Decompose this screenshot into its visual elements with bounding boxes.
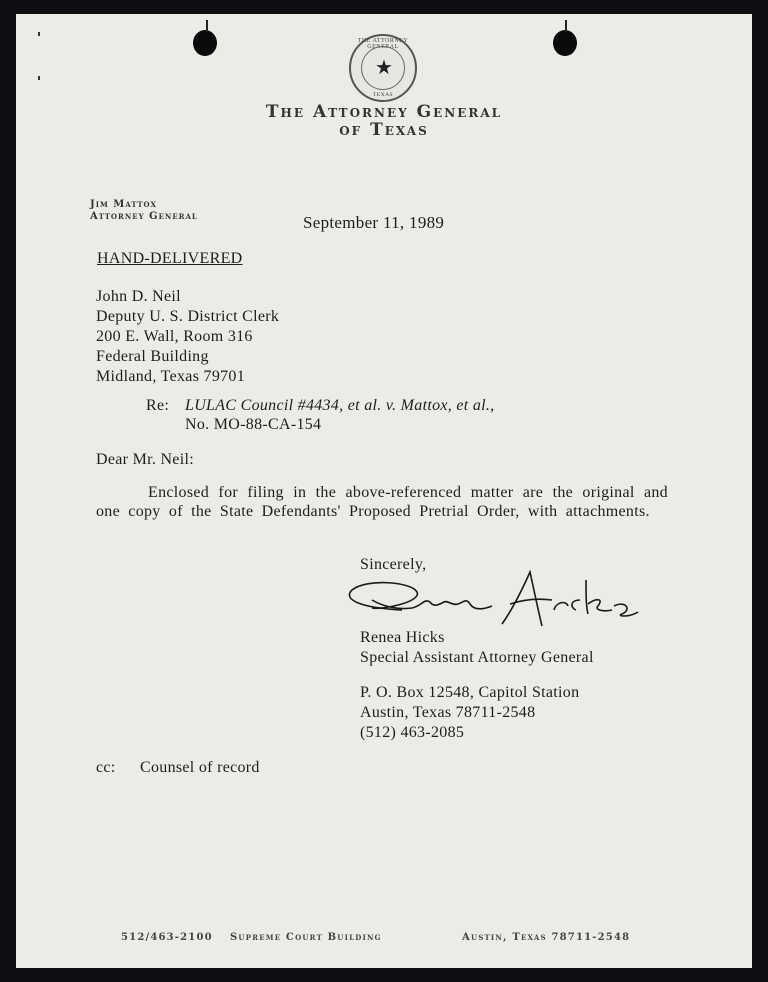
sender-name: Jim Mattox [90,199,157,210]
star-icon: ★ [375,57,393,79]
delivery-method: HAND-DELIVERED [97,250,243,267]
re-case-title: LULAC Council #4434, et al. v. Mattox, et al., [185,397,495,414]
state-seal [349,34,417,102]
letter-page [16,14,752,968]
re-label: Re: [146,397,170,414]
recipient-line: Deputy U. S. District Clerk [96,308,280,325]
signer-title: Special Assistant Attorney General [360,649,594,666]
footer-phone: 512/463-2100 [121,932,213,943]
paper-speck [38,76,40,80]
signer-block [360,628,594,668]
footer-building: Supreme Court Building [230,932,382,943]
signer-address-line: (512) 463-2085 [360,724,465,741]
cc-value: Counsel of record [140,759,260,776]
hole-punch-left [193,30,217,56]
recipient-line: 200 E. Wall, Room 316 [96,328,253,345]
handwritten-signature [342,570,642,630]
sender-title: Attorney General [90,211,198,222]
body-paragraph: Enclosed for filing in the above-referenced matter are the original and one copy of the State Defendants' Proposed Pretrial Order, with attachments. [96,484,668,520]
seal-inner-ring [361,46,405,90]
letterhead-line2: of Texas [339,120,429,140]
recipient-line: Midland, Texas 79701 [96,368,246,385]
recipient-line: Federal Building [96,348,209,365]
letterhead-line1: The Attorney General [265,102,503,122]
closing: Sincerely, [360,556,427,573]
signer-address-line: P. O. Box 12548, Capitol Station [360,684,580,701]
signer-name: Renea Hicks [360,629,445,646]
salutation: Dear Mr. Neil: [96,451,194,468]
signer-address-line: Austin, Texas 78711-2548 [360,704,536,721]
recipient-line: John D. Neil [96,288,181,305]
letter-date: September 11, 1989 [303,213,445,232]
hole-punch-mark [206,20,208,32]
hole-punch-mark [565,20,567,32]
signer-address [360,683,579,743]
paper-speck [38,32,40,36]
re-case-number: No. MO-88-CA-154 [185,416,322,433]
recipient-address [96,287,279,387]
footer-city: Austin, Texas 78711-2548 [462,932,631,943]
hole-punch-right [553,30,577,56]
seal-bottom-text: TEXAS [372,92,394,98]
seal-top-text: THE ATTORNEY GENERAL [357,38,409,50]
cc-label: cc: [96,759,116,776]
